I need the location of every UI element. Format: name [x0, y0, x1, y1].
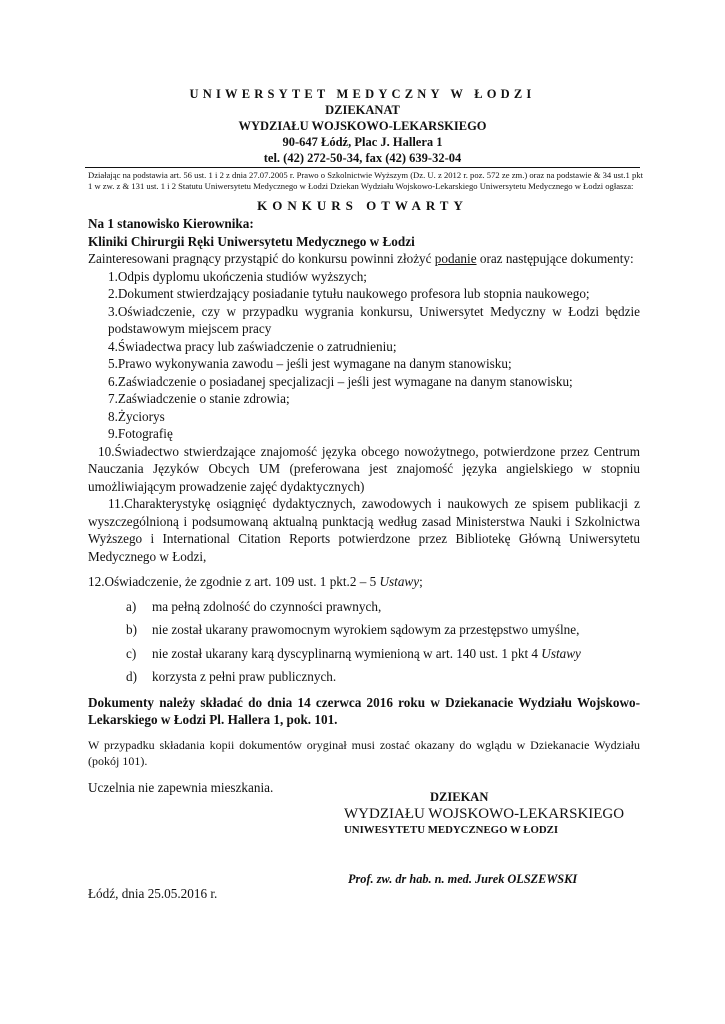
condition-marker: c) — [126, 645, 137, 661]
university-name: UNIWERSYTET MEDYCZNY W ŁODZI — [189, 87, 536, 101]
list-item: 2.Dokument stwierdzający posiadanie tytułu naukowego profesora lub stopnia naukowego; — [108, 286, 590, 301]
conditions-list — [88, 598, 640, 686]
letterhead — [0, 0, 725, 166]
signature-university: UNIWESYTETU MEDYCZNEGO W ŁODZI — [344, 824, 559, 836]
copies-note: W przypadku składania kopii dokumentów oryginał musi zostać okazany do wglądu w Dziekanacie Wydziału (pokój 101). — [88, 737, 640, 768]
list-item: 10.Świadectwo stwierdzające znajomość języka obcego nowożytnego, potwierdzone przez Centrum Nauczania Języków Obcych UM (preferowana jest znajomość języka angielskiego w stopniu umożliwiającym prowadzenie zajęć dydaktycznych) — [88, 443, 640, 494]
intro-text-end: oraz następujące dokumenty: — [476, 251, 634, 266]
list-item: 3.Oświadczenie, czy w przypadku wygrania konkursu, Uniwersytet Medyczny w Łodzi będzie podstawowym miejscem pracy — [108, 303, 640, 336]
condition-marker: b) — [126, 622, 137, 637]
phone-fax: tel. (42) 272-50-34, fax (42) 639-32-04 — [263, 151, 462, 165]
list-item: 7.Zaświadczenie o stanie zdrowia; — [108, 391, 290, 406]
intro-paragraph — [88, 250, 640, 268]
address: 90-647 Łódź, Plac J. Hallera 1 — [282, 135, 443, 149]
housing-note: Uczelnia nie zapewnia mieszkania. — [88, 779, 274, 795]
condition-text: korzysta z pełni praw publicznych. — [152, 669, 337, 684]
intro-text-start: Zainteresowani pragnący przystąpić do konkursu powinni złożyć — [88, 251, 435, 266]
act-reference: Ustawy — [379, 574, 420, 589]
faculty-name: WYDZIAŁU WOJSKOWO-LEKARSKIEGO — [238, 119, 487, 133]
signature-title: DZIEKAN — [430, 790, 489, 804]
clinic-line: Kliniki Chirurgii Ręki Uniwersytetu Medycznego w Łodzi — [88, 233, 415, 249]
date-line: Łódź, dnia 25.05.2016 r. — [88, 886, 218, 901]
list-item: 4.Świadectwa pracy lub zaświadczenie o zatrudnieniu; — [108, 338, 397, 354]
declaration-end: ; — [419, 574, 423, 589]
legal-basis-note: Działając na podstawia art. 56 ust. 1 i 2 z dnia 27.07.2005 r. Prawo o Szkolnictwie Wyższym (Dz. U. z 2012 r. poz. 572 ze zm.) oraz na podstawie & 34 ust.1 pkt 1 w zw. z & 131 ust. 1 i 2 Statutu Uniwersytetu Medycznego w Łodzi Dziekan Wydziału Wojskowo-Lekarskiego Uniwersytetu Medycznego w Łodzi ogłasza: — [88, 170, 643, 191]
list-item: 11.Charakterystykę osiągnięć dydaktycznych, zawodowych i naukowych ze spisem publikacji z wyszczególnioną i podsumowaną aktualną punktacją według zasad Ministerstwa Nauki i Szkolnictwa Wyższego i International Citation Reports potwierdzone przez Bibliotekę Główną Uniwersytetu Medycznego w Łodzi, — [88, 496, 640, 564]
condition-marker: a) — [126, 598, 137, 614]
submission-deadline: Dokumenty należy składać do dnia 14 czerwca 2016 roku w Dziekanacie Wydziału Wojskowo-Lekarskiego w Łodzi Pl. Hallera 1, pok. 101. — [88, 694, 640, 727]
page-title: KONKURS OTWARTY — [257, 198, 468, 213]
condition-text: nie został ukarany prawomocnym wyrokiem sądowym za przestępstwo umyślne, — [152, 622, 580, 637]
announcement-body — [88, 215, 640, 796]
condition-text: ma pełną zdolność do czynności prawnych, — [152, 598, 382, 614]
condition-item — [88, 645, 640, 663]
signature-block — [344, 790, 624, 836]
required-documents-list — [88, 268, 640, 591]
condition-item — [88, 668, 640, 686]
list-item: 9.Fotografię — [108, 426, 173, 441]
list-item: 1.Odpis dyplomu ukończenia studiów wyższych; — [108, 268, 367, 284]
signature-faculty: WYDZIAŁU WOJSKOWO-LEKARSKIEGO — [344, 806, 625, 822]
list-item: 8.Życiorys — [108, 408, 165, 424]
application-link[interactable]: podanie — [434, 251, 477, 266]
condition-text: nie został ukarany karą dyscyplinarną wymienioną w art. 140 ust. 1 pkt 4 — [152, 645, 542, 661]
office-name: DZIEKANAT — [325, 103, 400, 117]
condition-item — [88, 598, 640, 616]
signatory-name: Prof. zw. dr hab. n. med. Jurek OLSZEWSKI — [348, 872, 578, 886]
condition-act-reference: Ustawy — [541, 645, 581, 661]
header-divider — [85, 167, 640, 168]
list-item: 6.Zaświadczenie o posiadanej specjalizacji – jeśli jest wymagane na danym stanowisku; — [108, 373, 573, 389]
position-line: Na 1 stanowisko Kierownika: — [88, 216, 254, 231]
condition-marker: d) — [126, 669, 137, 684]
list-item — [88, 573, 640, 591]
condition-item — [88, 621, 640, 639]
list-item: 5.Prawo wykonywania zawodu – jeśli jest wymagane na danym stanowisku; — [108, 356, 512, 371]
declaration-text: 12.Oświadczenie, że zgodnie z art. 109 ust. 1 pkt.2 – 5 — [88, 574, 380, 589]
